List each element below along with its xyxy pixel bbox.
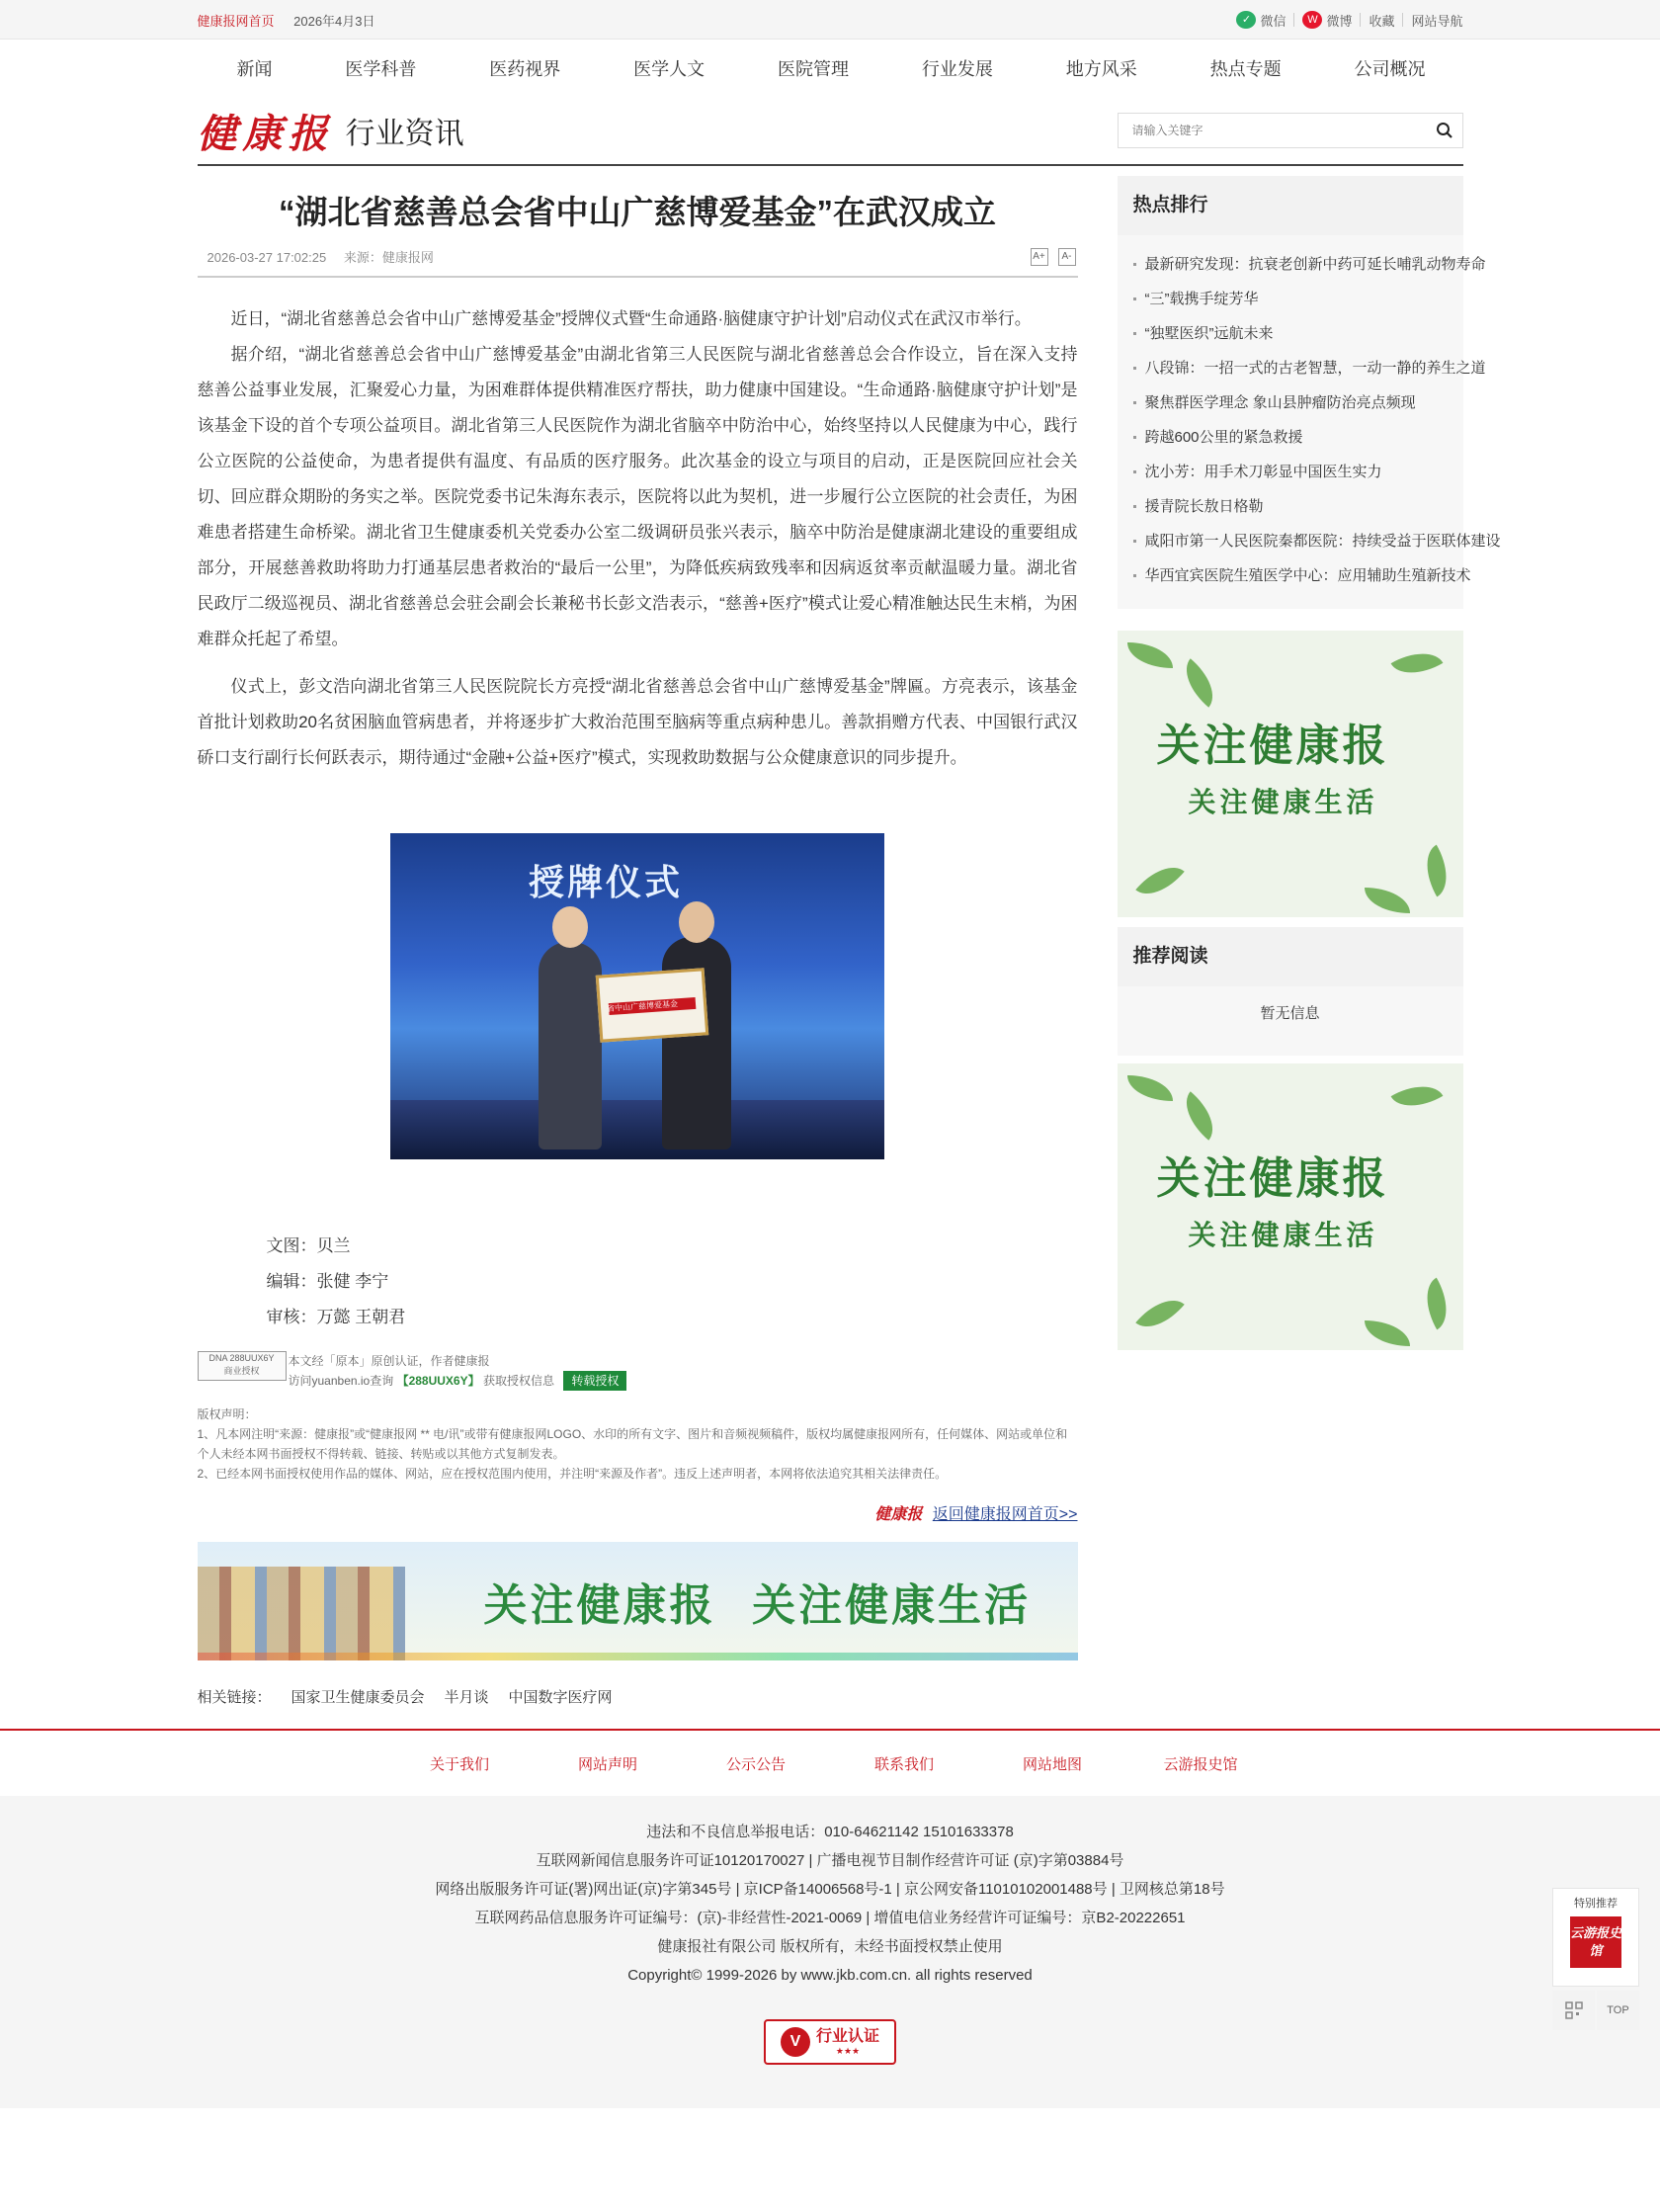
- footer-line: 违法和不良信息举报电话：010-64621142 15101633378: [646, 1824, 1014, 1840]
- plaque: [596, 968, 708, 1043]
- related-label: 相关链接：: [197, 1689, 272, 1706]
- mini-logo: 健康报: [874, 1504, 923, 1523]
- footer-link-sitemap[interactable]: 网站地图: [1022, 1755, 1082, 1773]
- reprint-auth-button[interactable]: 转载授权: [563, 1371, 626, 1391]
- weibo-icon: W: [1302, 11, 1322, 29]
- article-column: [198, 166, 1078, 1707]
- cert-text: 行业认证: [815, 2027, 879, 2045]
- nav-item-news[interactable]: 新闻: [236, 59, 273, 79]
- nav-item-pharma[interactable]: 医药视界: [489, 59, 561, 79]
- hot-item[interactable]: “三”载携手绽芳华: [1131, 282, 1450, 316]
- recommend-empty: 暂无信息: [1118, 986, 1463, 1056]
- wechat-link[interactable]: 微信: [1260, 13, 1286, 29]
- authorization-row: DNA 288UUX6Y 商业授权 本文经「原本」原创认证，作者健康报 访问yuanben.io查询 【288UUX6Y】 获取授权信息 转载授权: [198, 1351, 1078, 1391]
- weibo-link[interactable]: 微博: [1326, 13, 1353, 29]
- related-link[interactable]: 国家卫生健康委员会: [290, 1689, 425, 1706]
- nav-item-humanities[interactable]: 医学人文: [633, 59, 706, 79]
- credit-reviewer: 审核：万懿 王朝君: [266, 1308, 406, 1326]
- person-figure: [539, 942, 602, 1149]
- hot-item[interactable]: 咸阳市第一人民医院秦都医院：持续受益于医联体建设: [1131, 524, 1450, 558]
- sidebar: [1118, 166, 1501, 1707]
- footer-line: 网络出版服务许可证(署)网出证(京)字第345号 | 京ICP备14006568号-1 | 京公网安备11010102001488号 | 卫网核总第18号: [435, 1881, 1225, 1898]
- special-recommend[interactable]: [1552, 1888, 1639, 1987]
- copyright-item: 1、凡本网注明“来源：健康报”或“健康报网 ** 电/讯”或带有健康报网LOGO、水印的所有文字、图片和音频视频稿件，版权均属健康报网所有，任何媒体、网站或单位和个人未经本网书面授权不得转载、链接、转贴或以其他方式复制发表。: [197, 1427, 1068, 1461]
- ad-subline: 关注健康生活: [1188, 1219, 1378, 1251]
- logo-mark: 健康报: [197, 110, 334, 157]
- font-size-controls: [1031, 248, 1078, 266]
- auth-text: 本文经「原本」原创认证，作者健康报: [288, 1354, 490, 1368]
- divider: [1360, 13, 1361, 27]
- nav-item-company[interactable]: 公司概况: [1354, 59, 1426, 79]
- nav-item-local[interactable]: 地方风采: [1065, 59, 1137, 79]
- nav-item-industry[interactable]: 行业发展: [921, 59, 993, 79]
- article-meta: [198, 237, 1078, 278]
- search-box: [1118, 113, 1463, 148]
- font-increase-button[interactable]: A+: [1031, 248, 1048, 266]
- hot-item[interactable]: 八段锦：一招一式的古老智慧，一动一静的养生之道: [1131, 351, 1450, 385]
- footer-line: Copyright© 1999-2026 by www.jkb.com.cn. all rights reserved: [627, 1967, 1033, 1984]
- footer-line: 健康报社有限公司 版权所有，未经书面授权禁止使用: [657, 1938, 1003, 1955]
- hot-item[interactable]: 华西宜宾医院生殖医学中心：应用辅助生殖新技术: [1131, 558, 1450, 593]
- article-paragraph: 近日，“湖北省慈善总会省中山广慈博爱基金”授牌仪式暨“生命通路·脑健康守护计划”启动仪式在武汉市举行。: [230, 309, 1032, 328]
- site-logo[interactable]: [198, 103, 464, 159]
- ad-subline: 关注健康生活: [1188, 786, 1378, 818]
- plaque-text: 省中山广慈博爱基金: [606, 999, 679, 1014]
- special-recommend-title: 特别推荐: [1574, 1898, 1618, 1910]
- dna-badge[interactable]: DNA 288UUX6Y 商业授权: [198, 1351, 287, 1381]
- related-link[interactable]: 中国数字医疗网: [508, 1689, 613, 1706]
- back-home: [198, 1501, 1078, 1524]
- footer-line: 互联网新闻信息服务许可证10120170027 | 广播电视节目制作经营许可证 (京)字第03884号: [536, 1852, 1124, 1869]
- wechat-icon: ✓: [1236, 11, 1256, 29]
- history-museum-thumb: 云游报史馆: [1570, 1916, 1621, 1968]
- nav-item-topics[interactable]: 热点专题: [1209, 59, 1282, 79]
- footer: [0, 1729, 1660, 2108]
- article-photo: [390, 833, 884, 1159]
- cert-v-icon: V: [781, 2027, 810, 2057]
- ad-headline: 关注健康报: [1156, 1153, 1389, 1204]
- divider: [1402, 13, 1403, 27]
- copyright-title: 版权声明：: [197, 1407, 257, 1421]
- auth-query: 访问yuanben.io查询: [288, 1374, 394, 1388]
- favorite-link[interactable]: 收藏: [1369, 13, 1395, 29]
- floating-widget: [1552, 1888, 1639, 2030]
- article-title: “湖北省慈善总会省中山广慈博爱基金”在武汉成立: [279, 194, 996, 230]
- city-illustration: [198, 1567, 405, 1660]
- banner-slogan: 关注健康报 关注健康生活: [483, 1580, 1032, 1631]
- hot-item[interactable]: 援青院长敖日格勒: [1131, 489, 1450, 524]
- auth-code[interactable]: 【288UUX6Y】: [396, 1374, 480, 1388]
- footer-info: [0, 1796, 1660, 2108]
- hot-item[interactable]: 沈小芳：用手术刀彰显中国医生实力: [1131, 455, 1450, 489]
- search-icon: [1436, 122, 1453, 139]
- search-input[interactable]: [1119, 114, 1427, 147]
- current-date: 2026年4月3日: [293, 13, 375, 29]
- footer-line: 互联网药品信息服务许可证编号：(京)-非经营性-2021-0069 | 增值电信业务经营许可证编号：京B2-20222651: [474, 1910, 1186, 1926]
- sidebar-ad[interactable]: [1118, 1063, 1463, 1350]
- credit-editor: 编辑：张健 李宁: [266, 1272, 389, 1291]
- cert-stars: ★★★: [835, 2045, 861, 2056]
- article-source: 来源：健康报网: [343, 250, 434, 265]
- footer-link-notice[interactable]: 公示公告: [725, 1755, 786, 1773]
- nav-item-hospital[interactable]: 医院管理: [778, 59, 849, 79]
- hot-item[interactable]: 跨越600公里的紧急救援: [1131, 420, 1450, 455]
- copyright-item: 2、已经本网书面授权使用作品的媒体、网站，应在授权范围内使用，并注明“来源及作者”。违反上述声明者，本网将依法追究其相关法律责任。: [197, 1467, 948, 1481]
- article-paragraph: 仪式上，彭文浩向湖北省第三人民医院院长方亮授“湖北省慈善总会省中山广慈博爱基金”牌匾。方亮表示，该基金首批计划救助20名贫困脑血管病患者，并将逐步扩大救治范围至脑病等重点病种患儿。善款捐赠方代表、中国银行武汉硚口支行副行长何跃表示，期待通过“金融+公益+医疗”模式，实现救助数据与公众健康意识的同步提升。: [197, 677, 1078, 767]
- nav-item-science[interactable]: 医学科普: [345, 59, 417, 79]
- credit-author: 文图：贝兰: [266, 1236, 351, 1255]
- page-body: [197, 166, 1501, 1707]
- font-decrease-button[interactable]: A-: [1058, 248, 1076, 266]
- footer-link-contact[interactable]: 联系我们: [873, 1755, 934, 1773]
- footer-nav: [198, 1731, 1463, 1796]
- page-header: [198, 97, 1463, 166]
- top-bar: [0, 0, 1660, 40]
- footer-link-statement[interactable]: 网站声明: [577, 1755, 637, 1773]
- recommend-title: 推荐阅读: [1118, 927, 1463, 986]
- section-title: 行业资讯: [345, 118, 464, 150]
- hot-item[interactable]: “独墅医织”远航未来: [1131, 316, 1450, 351]
- back-to-top-button[interactable]: TOP: [1597, 1991, 1639, 2030]
- hot-ranking-title: 热点排行: [1118, 176, 1463, 235]
- home-link[interactable]: 健康报网首页: [197, 13, 275, 29]
- industry-cert-badge[interactable]: [764, 2019, 896, 2065]
- photo-stage-title: 授牌仪式: [529, 863, 684, 903]
- divider: [1293, 13, 1294, 27]
- ad-headline: 关注健康报: [1156, 721, 1389, 771]
- footer-link-museum[interactable]: 云游报史馆: [1163, 1755, 1238, 1773]
- article-credits: [198, 1229, 1078, 1335]
- site-nav-link[interactable]: 网站导航: [1411, 13, 1463, 29]
- back-home-link[interactable]: 返回健康报网首页>>: [932, 1506, 1078, 1523]
- hot-ranking-list: [1118, 235, 1501, 609]
- footer-link-about[interactable]: 关于我们: [429, 1755, 489, 1773]
- search-button[interactable]: [1427, 114, 1462, 147]
- hot-item[interactable]: 最新研究发现：抗衰老创新中药可延长哺乳动物寿命: [1131, 247, 1450, 282]
- article-datetime: 2026-03-27 17:02:25: [207, 250, 327, 265]
- related-links: [198, 1686, 1078, 1707]
- qr-code-icon: [1565, 2001, 1583, 2019]
- hot-item[interactable]: 聚焦群医学理念 象山县肿瘤防治亮点频现: [1131, 385, 1450, 420]
- wide-banner-ad[interactable]: [198, 1542, 1078, 1660]
- main-nav: [198, 40, 1463, 97]
- qr-code-button[interactable]: [1552, 1991, 1595, 2030]
- article-paragraph: 据介绍，“湖北省慈善总会省中山广慈博爱基金”由湖北省第三人民医院与湖北省慈善总会合作设立，旨在深入支持慈善公益事业发展，汇聚爱心力量，为困难群体提供精准医疗帮扶，助力健康中国建设。“生命通路·脑健康守护计划”是该基金下设的首个专项公益项目。湖北省第三人民医院作为湖北省脑卒中防治中心，始终坚持以人民健康为中心，践行公立医院的公益使命，为患者提供有温度、有品质的医疗服务。此次基金的设立与项目的启动，正是医院回应社会关切、回应群众期盼的务实之举。医院党委书记朱海东表示，医院将以此为契机，进一步履行公立医院的社会责任，为困难患者搭建生命桥梁。湖北省卫生健康委机关党委办公室二级调研员张兴表示，脑卒中防治是健康湖北建设的重要组成部分，开展慈善救助将助力打通基层患者救治的“最后一公里”，为降低疾病致残率和因病返贫率贡献温暖力量。湖北省民政厅二级巡视员、湖北省慈善总会驻会副会长兼秘书长彭文浩表示，“慈善+医疗”模式让爱心精准触达民生末梢，为困难群众托起了希望。: [197, 345, 1078, 648]
- sidebar-ad[interactable]: [1118, 631, 1463, 917]
- copyright-notice: [198, 1404, 1078, 1484]
- article-content: [198, 278, 1078, 1335]
- related-link[interactable]: 半月谈: [444, 1689, 489, 1706]
